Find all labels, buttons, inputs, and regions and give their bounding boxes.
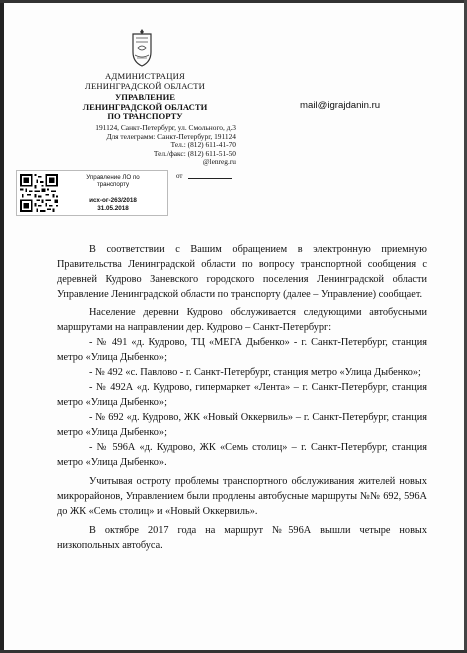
coat-of-arms-icon: [129, 28, 155, 68]
route-item: - № 692 «д. Кудрово, ЖК «Новый Оккервиль» – г. Санкт-Петербург, станция метро «Улица Дыбенко»;: [57, 412, 427, 438]
sender-address: 191124, Санкт-Петербург, ул. Смольного, д.3: [95, 122, 236, 132]
outgoing-date: 31.05.2018: [97, 204, 129, 212]
scan-edge: [0, 0, 467, 3]
stamp-text: [61, 174, 165, 212]
paragraph: В октябре 2017 года на маршрут №596А вышли четыре новых низкопольных автобуса.: [57, 525, 427, 551]
sender-email: @lenreg.ru: [202, 157, 236, 167]
department-name: УПРАВЛЕНИЕ: [115, 92, 175, 103]
sender-fax: Тел./факс: (812) 611-51-50: [153, 148, 236, 158]
route-item: - № 596А «д. Кудрово, ЖК «Семь столиц» – г. Санкт-Петербург, станция метро «Улица Дыбенко».: [57, 442, 427, 468]
sender-telegram: Для телеграмм: Санкт-Петербург, 191124: [106, 131, 236, 141]
department-name: ЛЕНИНГРАДСКОЙ ОБЛАСТИ: [82, 101, 208, 112]
org-name: ЛЕНИНГРАДСКОЙ ОБЛАСТИ: [84, 80, 206, 91]
route-item: - № 491 «д. Кудрово, ТЦ «МЕГА Дыбенко» - г. Санкт-Петербург, станция метро «Улица Дыбенко»;: [57, 337, 427, 363]
addressee-email: mail@igrajdanin.ru: [300, 100, 381, 111]
stamp-org: Управление ЛО по: [86, 174, 140, 181]
scan-edge: [0, 0, 4, 653]
registration-stamp: [16, 170, 168, 216]
department-name: ПО ТРАНСПОРТУ: [107, 111, 183, 122]
qr-code-icon: [20, 174, 58, 212]
paragraph: Население деревни Кудрово обслуживается следующими автобусными маршрутами на направлении дер. Кудрово – Санкт-Петербург:: [57, 307, 427, 333]
route-item: - № 492А «д. Кудрово, гипермаркет «Лента» – г. Санкт-Петербург, станция метро «Улица Дыбенко»;: [57, 382, 427, 408]
divider: [188, 178, 232, 179]
org-name: АДМИНИСТРАЦИЯ: [105, 71, 185, 81]
paragraph: Учитывая остроту проблемы транспортного обслуживания жителей новых микрорайонов, Управлением были продлены автобусные маршруты №№ 692, 596А до ЖК «Семь столиц» и «Новый Оккервиль».: [57, 476, 427, 517]
outgoing-number: исх-ог-263/2018: [89, 197, 137, 205]
route-item: - № 492 «с. Павлово - г. Санкт-Петербург, станция метро «Улица Дыбенко»;: [89, 367, 421, 378]
ot-label: от: [176, 172, 183, 180]
letter-body: [57, 242, 427, 553]
stamp-org: транспорту: [96, 181, 130, 189]
sender-header: [40, 72, 250, 167]
paragraph: В соответствии с Вашим обращением в электронную приемную Правительства Ленинградской области по вопросу транспортной сообщения с деревней Кудрово Заневского городского поселения Ленинградской области Управление Ленинградской области по транспорту (далее – Управление) сообщает.: [57, 244, 427, 300]
sender-phone: Тел.: (812) 611-41-70: [170, 140, 236, 150]
